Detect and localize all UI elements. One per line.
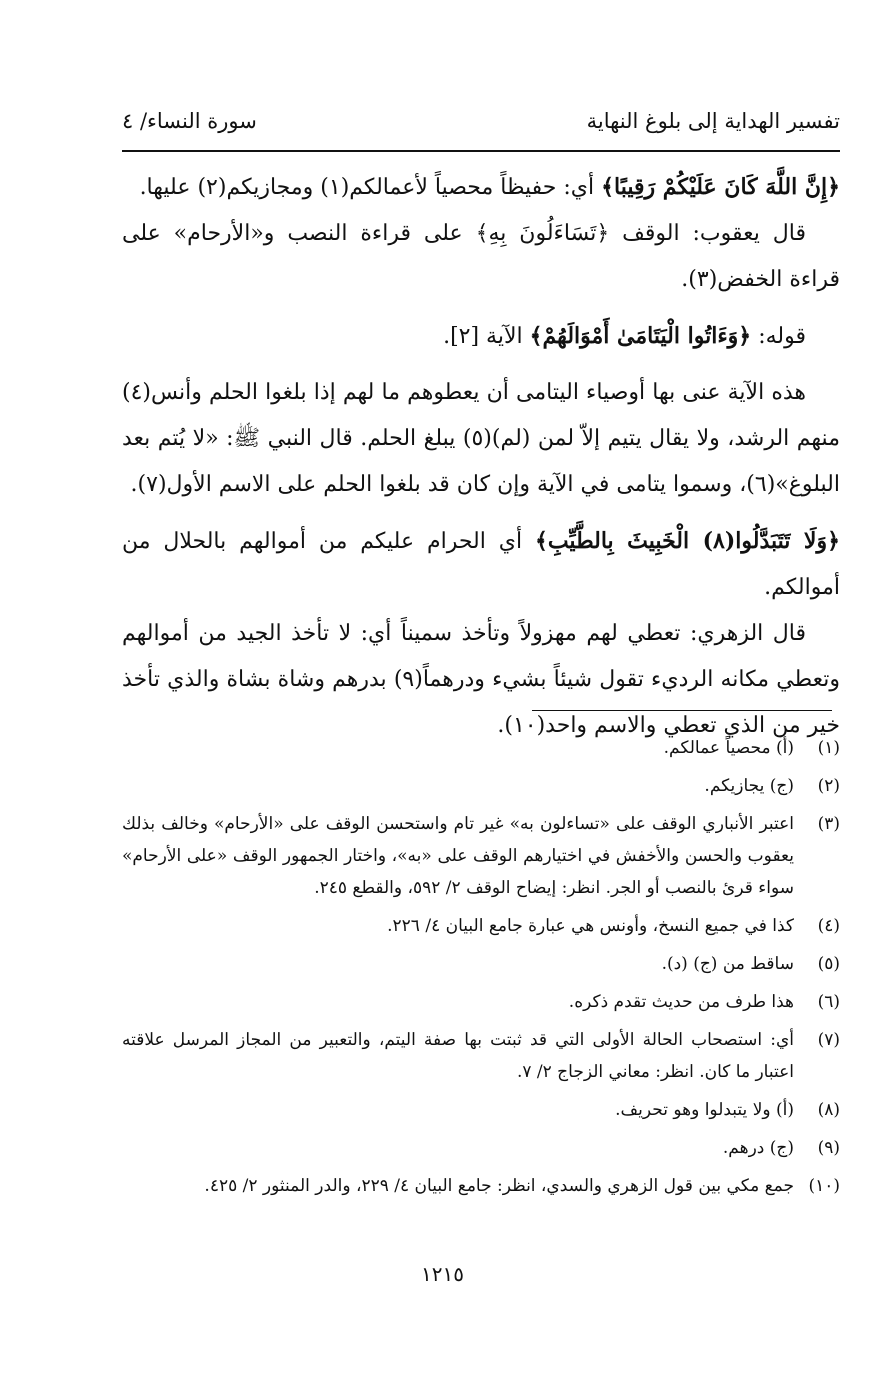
- footnote-text: ساقط من (ج) (د).: [661, 954, 794, 974]
- footnote: [122, 910, 840, 942]
- paragraph-text: أي: حفيظاً محصياً لأعمالكم(١) ومجازيكم(٢) عليها.: [139, 175, 602, 200]
- footnote-number: (٨): [817, 1100, 840, 1120]
- header-book-title: تفسير الهداية إلى بلوغ النهاية: [586, 109, 840, 133]
- footnote: [122, 1024, 840, 1088]
- header-rule: [122, 150, 840, 152]
- footnote-number: (٢): [817, 776, 840, 796]
- footnote: [122, 1170, 840, 1202]
- footnote: [122, 948, 840, 980]
- quran-verse: ﴿وَلَا تَتَبَدَّلُوا(٨) الْخَبِيثَ بِالطَّيِّبِ﴾: [534, 528, 840, 554]
- footnote: [122, 1132, 840, 1164]
- paragraph-5: [122, 518, 840, 611]
- footnote-number: (٤): [817, 916, 840, 936]
- footnote-rule: [532, 710, 832, 711]
- footnote-number: (٧): [817, 1030, 840, 1050]
- footnote: [122, 732, 840, 764]
- footnote: [122, 808, 840, 904]
- paragraph-6: قال الزهري: تعطي لهم مهزولاً وتأخذ سميناً أي: لا تأخذ الجيد من أموالهم وتعطي مكانه الرديء تقول شيئاً بشيء ودرهماً(٩) بدرهم وشاة بشاة والذي تأخذ خير من الذي تعطي والاسم واحد(١٠).: [122, 621, 840, 738]
- main-text: [122, 164, 840, 749]
- footnote-number: (١٠): [808, 1176, 840, 1196]
- paragraph-3: [122, 313, 840, 360]
- footnotes: [122, 732, 840, 1208]
- footnote-text: هذا طرف من حديث تقدم ذكره.: [568, 992, 794, 1012]
- page-number: ١٢١٥: [421, 1262, 464, 1286]
- paragraph-2: قال يعقوب: الوقف ﴿تَسَاءَلُونَ بِهِ﴾ على قراءة النصب و«الأرحام» على قراءة الخفض(٣).: [122, 221, 840, 292]
- quran-verse: ﴿وَءَاتُوا الْيَتَامَىٰ أَمْوَالَهُمْ﴾: [529, 323, 752, 349]
- footnote: [122, 1094, 840, 1126]
- footnote-number: (٣): [817, 814, 840, 834]
- footnote-number: (٩): [817, 1138, 840, 1158]
- footnote-text: (ج) درهم.: [722, 1138, 794, 1158]
- paragraph-4: هذه الآية عنى بها أوصياء اليتامى أن يعطوهم ما لهم إذا بلغوا الحلم وأنس(٤) منهم الرشد، ولا يقال يتيم إلاّ لمن (لم)(٥) يبلغ الحلم. قال النبي ﷺ: «لا يُتم بعد البلوغ»(٦)، وسموا يتامى في الآية وإن كان قد بلغوا الحلم على الاسم الأول(٧).: [122, 380, 840, 497]
- footnote-text: (أ) ولا يتبدلوا وهو تحريف.: [615, 1100, 794, 1120]
- footnote-text: (أ) محصياً عمالكم.: [663, 738, 794, 758]
- paragraph-suffix: الآية [٢].: [443, 324, 530, 349]
- footnote-text: (ج) يجازيكم.: [704, 776, 794, 796]
- header-surah: سورة النساء/ ٤: [122, 109, 257, 133]
- paragraph-prefix: قوله:: [751, 324, 806, 349]
- paragraph-text: أي الحرام عليكم من أموالهم بالحلال من أموالكم.: [122, 529, 840, 600]
- quran-verse: ﴿إِنَّ اللَّهَ كَانَ عَلَيْكُمْ رَقِيبًا﴾: [601, 174, 840, 200]
- paragraph-1: [122, 164, 840, 211]
- footnote-number: (١): [817, 738, 840, 758]
- footnote-text: جمع مكي بين قول الزهري والسدي، انظر: جامع البيان ٤/ ٢٢٩، والدر المنثور ٢/ ٤٢٥.: [204, 1176, 794, 1196]
- running-header: [122, 98, 840, 144]
- footnote-number: (٦): [817, 992, 840, 1012]
- footnote: [122, 770, 840, 802]
- footnote-text: أي: استصحاب الحالة الأولى التي قد ثبتت بها صفة اليتم، والتعبير من المجاز المرسل علاقته اعتبار ما كان. انظر: معاني الزجاج ٢/ ٧.: [122, 1030, 794, 1082]
- footnote: [122, 986, 840, 1018]
- footnote-text: اعتبر الأنباري الوقف على «تساءلون به» غير تام واستحسن الوقف على «الأرحام» وخالف بذلك يعقوب والحسن والأخفش في اختيارهم الوقف على «به»، واختار الجمهور الوقف «على الأرحام» سواء قرئ بالنصب أو الجر. انظر: إيضاح الوقف ٢/ ٥٩٢، والقطع ٢٤٥.: [122, 814, 794, 898]
- footnote-number: (٥): [817, 954, 840, 974]
- footnote-text: كذا في جميع النسخ، وأونس هي عبارة جامع البيان ٤/ ٢٢٦.: [387, 916, 794, 936]
